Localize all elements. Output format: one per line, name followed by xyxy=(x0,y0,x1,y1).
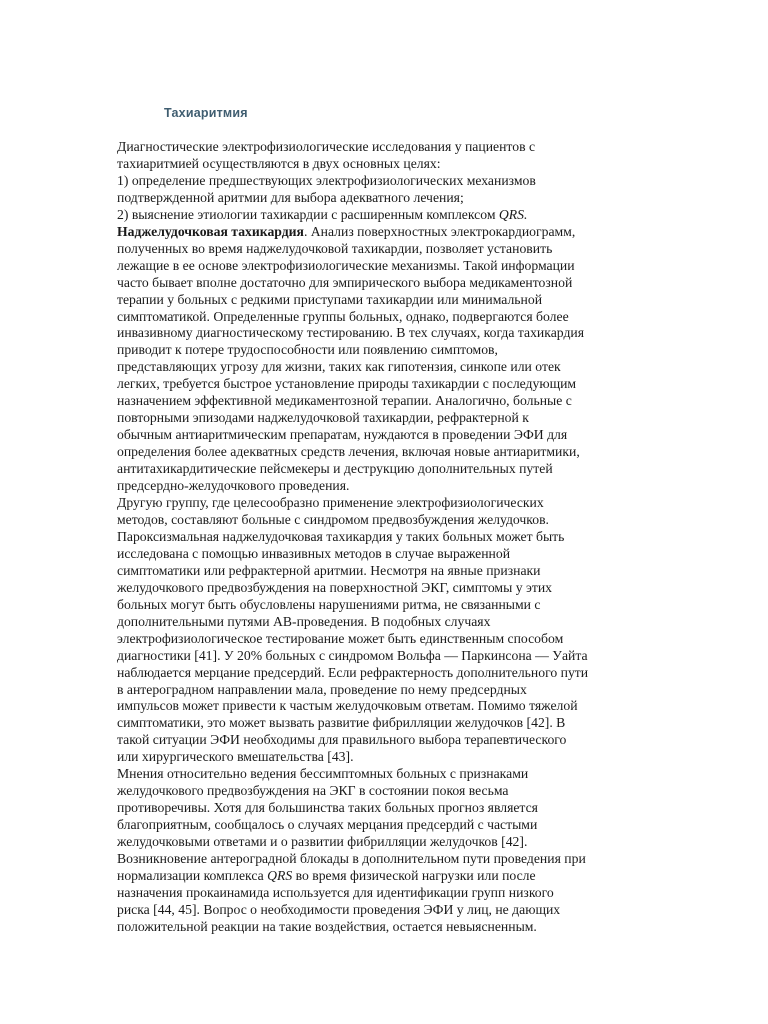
text-line xyxy=(117,359,632,376)
text-line xyxy=(117,224,632,241)
text-line xyxy=(117,376,632,393)
text-segment: повторными эпизодами наджелудочковой тахикардии, рефрактерной к xyxy=(117,410,529,426)
text-line xyxy=(117,682,632,699)
text-line xyxy=(117,512,632,529)
text-segment: благоприятным, сообщалось о случаях мерцания предсердий с частыми xyxy=(117,817,538,833)
text-segment: Пароксизмальная наджелудочковая тахикардия у таких больных может быть xyxy=(117,528,565,544)
text-line xyxy=(117,546,632,563)
text-line xyxy=(117,241,632,258)
text-line xyxy=(117,444,632,461)
text-line xyxy=(117,309,632,326)
text-segment: 1) определение предшествующих электрофизиологических механизмов xyxy=(117,172,536,188)
text-line xyxy=(117,868,632,885)
text-line xyxy=(117,851,632,868)
text-segment: импульсов может привести к частым желудочковым ответам. Помимо тяжелой xyxy=(117,698,578,714)
text-line xyxy=(117,614,632,631)
text-segment: желудочковыми ответами и о развитии фибрилляции желудочков [42]. xyxy=(117,834,528,850)
text-line xyxy=(117,563,632,580)
text-segment: Другую группу, где целесообразно применение электрофизиологических xyxy=(117,495,544,511)
text-segment: легких, требуется быстрое установление природы тахикардии с последующим xyxy=(117,376,577,392)
text-segment: QRS xyxy=(267,867,293,883)
text-line xyxy=(117,190,632,207)
text-line xyxy=(117,478,632,495)
text-segment: противоречивы. Хотя для большинства таких больных прогноз является xyxy=(117,800,538,816)
text-segment: лежащие в ее основе электрофизиологические механизмы. Такой информации xyxy=(117,257,575,273)
text-line xyxy=(117,783,632,800)
text-segment: Диагностические электрофизиологические исследования у пациентов с xyxy=(117,139,536,154)
text-line xyxy=(117,292,632,309)
text-segment: 2) выяснение этиологии тахикардии с расширенным комплексом xyxy=(117,206,499,222)
text-line xyxy=(117,207,632,224)
text-line xyxy=(117,342,632,359)
text-line xyxy=(117,461,632,478)
text-segment: или хирургического вмешательства [43]. xyxy=(117,749,354,765)
text-segment: Возникновение антероградной блокады в дополнительном пути проведения при xyxy=(117,851,586,867)
text-line xyxy=(117,902,632,919)
text-segment: желудочкового предвозбуждения на поверхностной ЭКГ, симптомы у этих xyxy=(117,579,553,595)
text-segment: Наджелудочковая тахикардия xyxy=(117,223,304,239)
text-line xyxy=(117,393,632,410)
text-line xyxy=(117,715,632,732)
text-segment: исследована с помощью инвазивных методов в случае выраженной xyxy=(117,545,511,561)
text-segment: предсердно-желудочкового проведения. xyxy=(117,478,350,494)
text-segment: нормализации комплекса xyxy=(117,867,268,883)
text-segment: QRS. xyxy=(498,206,528,222)
text-line xyxy=(117,139,632,156)
text-segment: во время физической нагрузки или после xyxy=(292,867,536,883)
text-segment: положительной реакции на такие воздействия, остается невыясненным. xyxy=(117,918,537,934)
text-segment: симптоматики, это может вызвать развитие фибрилляции желудочков [42]. В xyxy=(117,715,566,731)
text-segment: инвазивному диагностическому тестированию. В тех случаях, когда тахикардия xyxy=(117,325,585,341)
text-line xyxy=(117,766,632,783)
text-line xyxy=(117,325,632,342)
text-segment: диагностики [41]. У 20% больных с синдромом Вольфа — Паркинсона — Уайта xyxy=(117,647,588,663)
text-segment: обычным антиаритмическим препаратам, нуждаются в проведении ЭФИ для xyxy=(117,427,568,443)
text-segment: Мнения относительно ведения бессимптомных больных с признаками xyxy=(117,766,529,782)
text-segment: подтвержденной аритмии для выбора адекватного лечения; xyxy=(117,189,464,205)
text-segment: полученных во время наджелудочковой тахикардии, позволяет установить xyxy=(117,240,553,256)
text-line xyxy=(117,834,632,851)
text-segment: методов, составляют больные с синдромом предвозбуждения желудочков. xyxy=(117,511,549,527)
text-line xyxy=(117,156,632,173)
text-line xyxy=(117,749,632,766)
text-segment: такой ситуации ЭФИ необходимы для правильного выбора терапевтического xyxy=(117,732,567,748)
text-segment: желудочкового предвозбуждения на ЭКГ в состоянии покоя весьма xyxy=(117,783,509,799)
text-line xyxy=(117,410,632,427)
text-line xyxy=(117,427,632,444)
text-segment: симптоматики или рефрактерной аритмии. Несмотря на явные признаки xyxy=(117,562,541,578)
text-segment: часто бывает вполне достаточно для эмпирического выбора медикаментозной xyxy=(117,274,573,290)
text-segment: назначением эффективной медикаментозной терапии. Аналогично, больные с xyxy=(117,393,572,409)
text-segment: приводит к потере трудоспособности или появлению симптомов, xyxy=(117,342,498,358)
text-line xyxy=(117,698,632,715)
text-line xyxy=(117,529,632,546)
text-line xyxy=(117,275,632,292)
text-segment: антитахикардитические пейсмекеры и деструкцию дополнительных путей xyxy=(117,461,553,477)
text-line xyxy=(117,919,632,936)
text-line xyxy=(117,258,632,275)
text-line xyxy=(117,580,632,597)
text-segment: дополнительными путями АВ-проведения. В подобных случаях xyxy=(117,613,491,629)
text-segment: электрофизиологическое тестирование может быть единственным способом xyxy=(117,630,564,646)
text-line xyxy=(117,631,632,648)
text-segment: терапии у больных с редкими приступами тахикардии или минимальной xyxy=(117,291,543,307)
text-line xyxy=(117,597,632,614)
text-line xyxy=(117,800,632,817)
text-segment: назначения прокаинамида используется для идентификации групп низкого xyxy=(117,884,554,900)
text-segment: определения более адекватных средств лечения, включая новые антиаритмики, xyxy=(117,444,580,460)
text-line xyxy=(117,665,632,682)
text-line xyxy=(117,732,632,749)
text-segment: больных могут быть обусловлены нарушениями ритма, не связанными с xyxy=(117,596,541,612)
text-segment: тахиаритмией осуществляются в двух основных целях: xyxy=(117,155,441,171)
text-line xyxy=(117,495,632,512)
text-segment: представляющих угрозу для жизни, таких как гипотензия, синкопе или отек xyxy=(117,359,561,375)
text-segment: наблюдается мерцание предсердий. Если рефрактерность дополнительного пути xyxy=(117,664,589,680)
text-line xyxy=(117,648,632,665)
document-body xyxy=(117,139,632,936)
text-line xyxy=(117,173,632,190)
text-line xyxy=(117,885,632,902)
document-title: Тахиаритмия xyxy=(164,106,248,120)
text-segment: риска [44, 45]. Вопрос о необходимости проведения ЭФИ у лиц, не дающих xyxy=(117,901,561,917)
text-segment: в антероградном направлении мала, проведение по нему предсердных xyxy=(117,681,527,697)
text-line xyxy=(117,817,632,834)
text-segment: . Анализ поверхностных электрокардиограмм, xyxy=(303,223,576,239)
text-segment: симптоматикой. Определенные группы больных, однако, подвергаются более xyxy=(117,308,569,324)
